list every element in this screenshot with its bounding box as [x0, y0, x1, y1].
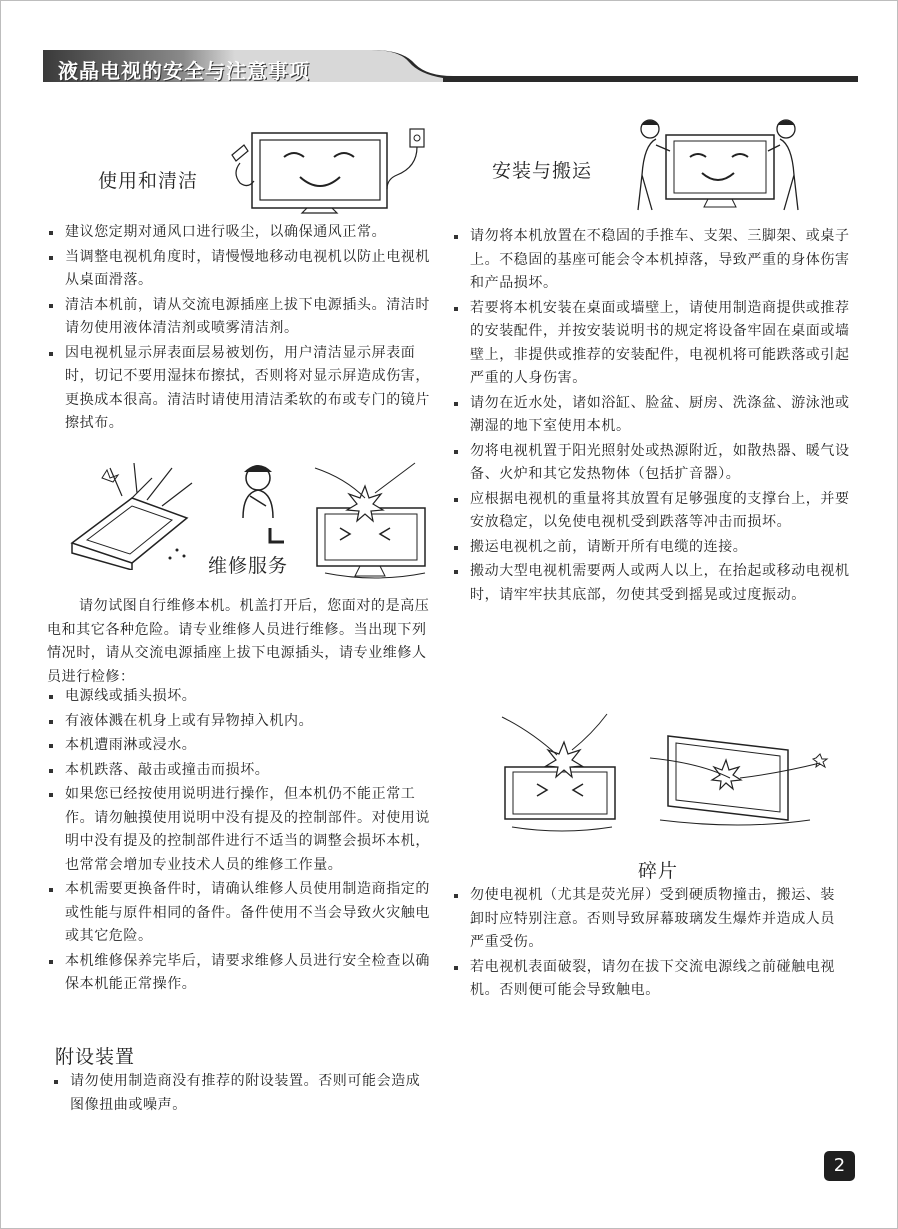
list-item: 建议您定期对通风口进行吸尘，以确保通风正常。 — [47, 221, 439, 245]
section-title-install-transport: 安装与搬运 — [492, 160, 593, 182]
list-item: 电源线或插头损坏。 — [47, 685, 439, 709]
list-item: 当调整电视机角度时，请慢慢地移动电视机以防止电视机从桌面滑落。 — [47, 246, 439, 293]
service-technician-icon — [228, 458, 298, 548]
list-item: 本机遭雨淋或浸水。 — [47, 734, 439, 758]
section-title-fragments: 碎片 — [638, 860, 679, 882]
list-item: 有液体溅在机身上或有异物掉入机内。 — [47, 710, 439, 734]
list-item: 搬运电视机之前，请断开所有电缆的连接。 — [452, 536, 852, 560]
list-item: 搬动大型电视机需要两人或两人以上，在抬起或移动电视机时，请牢牢扶其底部，勿使其受到摇晃或过度振动。 — [452, 560, 852, 607]
list-item: 勿将电视机置于阳光照射处或热源附近，如散热器、暖气设备、火炉和其它发热物体（包括扩音器）。 — [452, 440, 852, 487]
list-item: 请勿在近水处，诸如浴缸、脸盆、厨房、洗涤盆、游泳池或潮湿的地下室使用本机。 — [452, 392, 852, 439]
list-item: 清洁本机前，请从交流电源插座上拔下电源插头。清洁时请勿使用液体清洁剂或喷雾清洁剂。 — [47, 294, 439, 341]
list-item: 请勿使用制造商没有推荐的附设装置。否则可能会造成图像扭曲或噪声。 — [52, 1070, 430, 1117]
list-item: 本机需要更换备件时，请确认维修人员使用制造商指定的或性能与原件相同的备件。备件使用不当会导致火灾触电或其它危险。 — [47, 878, 439, 949]
page-title: 液晶电视的安全与注意事项 — [58, 59, 310, 83]
maintenance-list — [47, 685, 439, 998]
usage-cleaning-list — [47, 221, 439, 437]
list-item: 因电视机显示屏表面层易被划伤，用户清洁显示屏表面时，切记不要用湿抹布擦拭，否则将对显示屏造成伤害，更换成本很高。清洁时请使用清洁柔软的布或专门的镜片擦拭布。 — [47, 342, 439, 436]
maintenance-intro: 请勿试图自行维修本机。机盖打开后，您面对的是高压电和其它各种危险。请专业维修人员进行维修。当出现下列情况时，请从交流电源插座上拔下电源插头，请专业维修人员进行检修： — [47, 598, 430, 685]
list-item: 应根据电视机的重量将其放置有足够强度的支撑台上，并要安放稳定，以免使电视机受到跌落等冲击而损坏。 — [452, 488, 852, 535]
section-title-usage-cleaning: 使用和清洁 — [98, 170, 199, 192]
broken-tv-illustration-icon — [62, 458, 202, 570]
accessories-list — [52, 1070, 430, 1118]
fragments-list — [452, 884, 842, 1004]
carrying-tv-illustration-icon — [628, 115, 808, 215]
section-title-maintenance: 维修服务 — [208, 555, 289, 577]
cracked-screen-illustration-icon — [640, 728, 830, 828]
impact-tv-illustration-icon — [497, 712, 627, 834]
list-item: 本机跌落、敲击或撞击而损坏。 — [47, 759, 439, 783]
section-title-accessories: 附设装置 — [55, 1046, 136, 1068]
install-transport-list — [452, 225, 852, 608]
tv-cleaning-illustration-icon — [222, 125, 432, 215]
list-item: 本机维修保养完毕后，请要求维修人员进行安全检查以确保本机能正常操作。 — [47, 950, 439, 997]
list-item: 若要将本机安装在桌面或墙壁上，请使用制造商提供或推荐的安装配件，并按安装说明书的规定将设备牢固在桌面或墙壁上，非提供或推荐的安装配件，电视机将可能跌落或引起严重的人身伤害。 — [452, 297, 852, 391]
page-number: 2 — [824, 1151, 855, 1181]
damaged-tv-illustration-icon — [305, 458, 445, 583]
list-item: 请勿将本机放置在不稳固的手推车、支架、三脚架、或桌子上。不稳固的基座可能会令本机掉落，导致严重的身体伤害和产品损坏。 — [452, 225, 852, 296]
list-item: 若电视机表面破裂，请勿在拔下交流电源线之前碰触电视机。否则便可能会导致触电。 — [452, 956, 842, 1003]
list-item: 如果您已经按使用说明进行操作，但本机仍不能正常工作。请勿触摸使用说明中没有提及的控制部件。对使用说明中没有提及的控制部件进行不适当的调整会损坏本机，也常常会增加专业技术人员的维修工作量。 — [47, 783, 439, 877]
list-item: 勿使电视机（尤其是荧光屏）受到硬质物撞击，搬运、装卸时应特别注意。否则导致屏幕玻璃发生爆炸并造成人员严重受伤。 — [452, 884, 842, 955]
